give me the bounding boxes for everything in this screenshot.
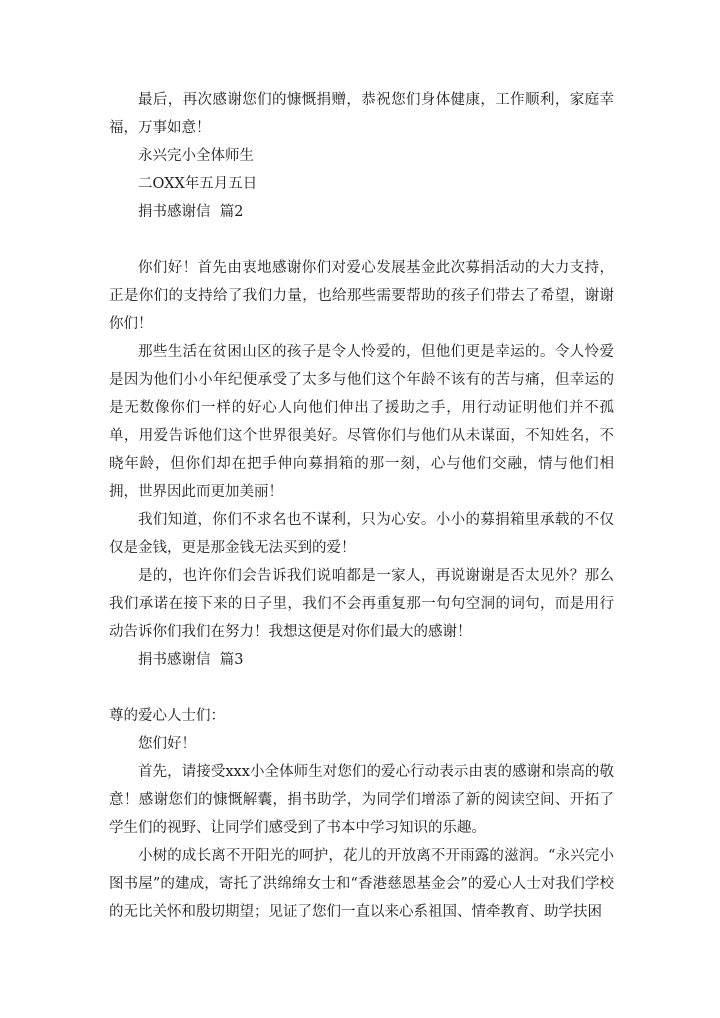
salutation: 尊的爱心人士们： — [109, 708, 225, 724]
section-heading-2: 捐书感谢信 篇2 — [138, 204, 244, 220]
letter2-paragraph-1: 你们好！首先由衷地感谢你们对爱心发展基金此次募捐活动的大力支持，正是你们的支持给了我们力量，也给那些需要帮助的孩子们带去了希望，谢谢你们！ — [109, 260, 614, 332]
letter3-paragraph-2: 小树的成长离不开阳光的呵护，花儿的开放离不开雨露的滋润。“永兴完小图书屋”的建成，寄托了洪绵绵女士和“香港慈恩基金会”的爱心人士对我们学校的无比关怀和殷切期望；见证了您们一直以来心系祖国、情牵教育、助学扶困 — [109, 848, 614, 920]
letter2-paragraph-2: 那些生活在贫困山区的孩子是令人怜爱的，但他们更是幸运的。令人怜爱是因为他们小小年纪便承受了太多与他们这个年龄不该有的苦与痛，但幸运的是无数像你们一样的好心人向他们伸出了援助之手，用行动证明他们并不孤单，用爱告诉他们这个世界很美好。尽管你们与他们从未谋面，不知姓名，不晓年龄，但你们却在把手伸向募捐箱的那一刻，心与他们交融，情与他们相拥，世界因此而更加美丽！ — [109, 344, 614, 500]
document-page — [109, 86, 614, 926]
blank-line — [109, 674, 614, 702]
letter2-paragraph-3: 我们知道，你们不求名也不谋利，只为心安。小小的募捐箱里承载的不仅仅是金钱，更是那金钱无法买到的爱！ — [109, 512, 614, 556]
letter2-paragraph-4: 是的，也许你们会告诉我们说咱都是一家人，再说谢谢是否太见外？那么我们承诺在接下来的日子里，我们不会再重复那一句句空洞的词句，而是用行动告诉你们我们在努力！我想这便是对你们最大的感谢！ — [109, 568, 614, 640]
section-heading-3: 捐书感谢信 篇3 — [138, 652, 244, 668]
letter3-paragraph-1: 首先，请接受xxx小全体师生对您们的爱心行动表示由衷的感谢和崇高的敬意！感谢您们的慷慨解囊，捐书助学，为同学们增添了新的阅读空间、开拓了学生们的视野、让同学们感受到了书本中学习知识的乐趣。 — [109, 764, 614, 836]
blank-line — [109, 226, 614, 254]
closing-paragraph: 最后，再次感谢您们的慷慨捐赠，恭祝您们身体健康，工作顺利，家庭幸福，万事如意！ — [109, 92, 614, 136]
date-line: 二OXX年五月五日 — [138, 176, 258, 192]
signature-line: 永兴完小全体师生 — [138, 148, 254, 164]
greeting: 您们好！ — [138, 736, 196, 752]
